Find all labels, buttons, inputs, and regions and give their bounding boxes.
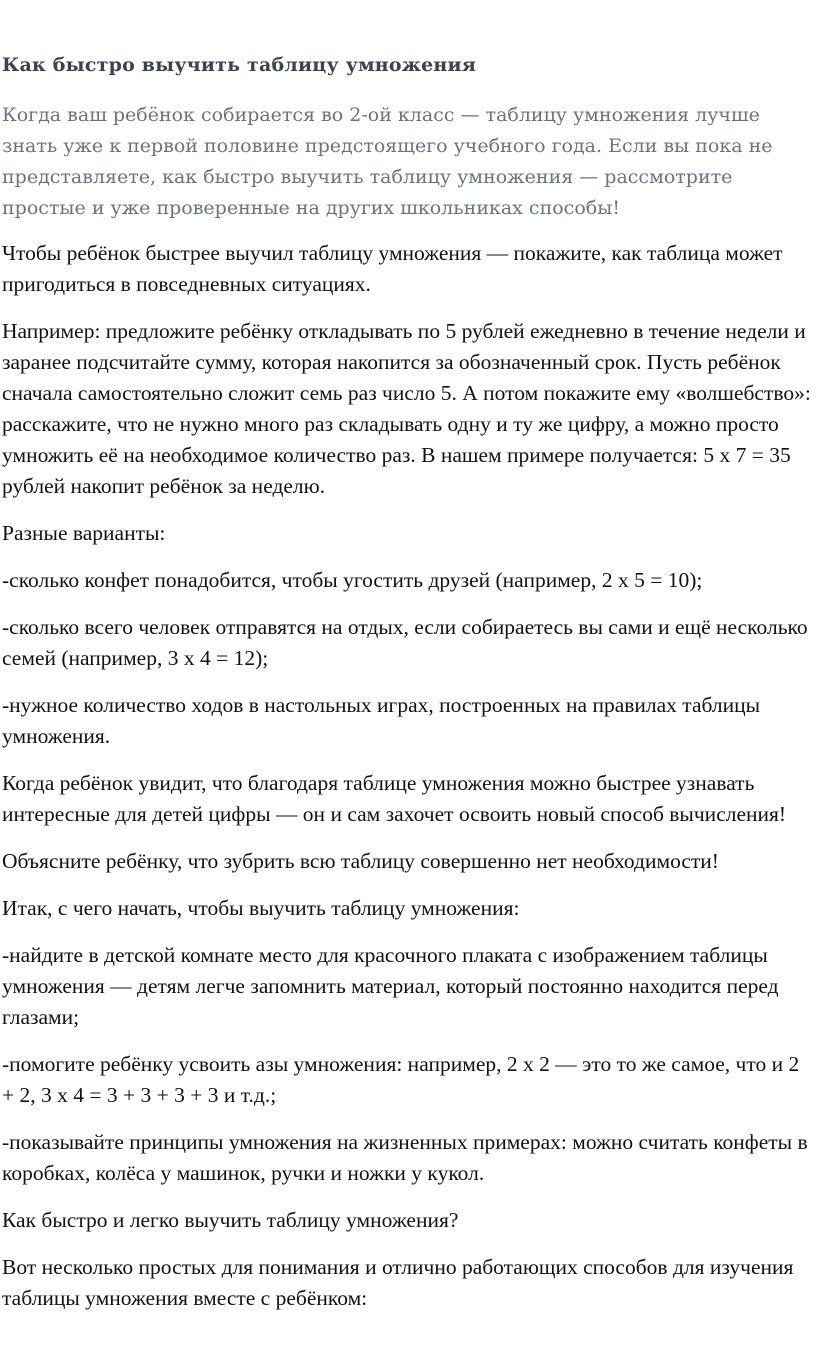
paragraph: Как быстро и легко выучить таблицу умножения?: [2, 1208, 459, 1232]
list-item: -показывайте принципы умножения на жизненных примерах: можно считать конфеты в коробках, колёса у машинок, ручки и ножки у кукол.: [2, 1130, 808, 1185]
article-body: [2, 238, 814, 1330]
paragraph: Чтобы ребёнок быстрее выучил таблицу умножения — покажите, как таблица может пригодиться в повседневных ситуациях.: [2, 241, 783, 296]
list-item: -найдите в детской комнате место для красочного плаката с изображением таблицы умножения — детям легче запомнить материал, который постоянно находится перед глазами;: [2, 943, 779, 1029]
list-item: -нужное количество ходов в настольных играх, построенных на правилах таблицы умножения.: [2, 693, 761, 748]
paragraph: Вот несколько простых для понимания и отлично работающих способов для изучения таблицы умножения вместе с ребёнком:: [2, 1255, 794, 1310]
paragraph: Когда ребёнок увидит, что благодаря таблице умножения можно быстрее узнавать интересные для детей цифры — он и сам захочет освоить новый способ вычисления!: [2, 771, 787, 826]
list-item: -помогите ребёнку усвоить азы умножения: например, 2 х 2 — это то же самое, что и 2 + 2, 3 х 4 = 3 + 3 + 3 + 3 и т.д.;: [2, 1052, 800, 1107]
paragraph: Разные варианты:: [2, 521, 166, 545]
article-intro: Когда ваш ребёнок собирается во 2-ой класс — таблицу умножения лучше знать уже к первой половине предстоящего учебного года. Если вы пока не представляете, как быстро выучить таблицу умножения — рассмотрите простые и уже проверенные на других школьниках способы!: [2, 104, 773, 219]
paragraph: Например: предложите ребёнку откладывать по 5 рублей ежедневно в течение недели и заранее подсчитайте сумму, которая накопится за обозначенный срок. Пусть ребёнок сначала самостоятельно сложит семь раз число 5. А потом покажите ему «волшебство»: расскажите, что не нужно много раз складывать одну и ту же цифру, а можно просто умножить её на необходимое количество раз. В нашем примере получается: 5 х 7 = 35 рублей накопит ребёнок за неделю.: [2, 319, 811, 498]
paragraph: Объясните ребёнку, что зубрить всю таблицу совершенно нет необходимости!: [2, 849, 719, 873]
list-item: -сколько конфет понадобится, чтобы угостить друзей (например, 2 х 5 = 10);: [2, 568, 703, 592]
list-item: -сколько всего человек отправятся на отдых, если собираетесь вы сами и ещё несколько семей (например, 3 х 4 = 12);: [2, 615, 808, 670]
paragraph: Итак, с чего начать, чтобы выучить таблицу умножения:: [2, 896, 520, 920]
article-title: Как быстро выучить таблицу умножения: [2, 54, 477, 76]
